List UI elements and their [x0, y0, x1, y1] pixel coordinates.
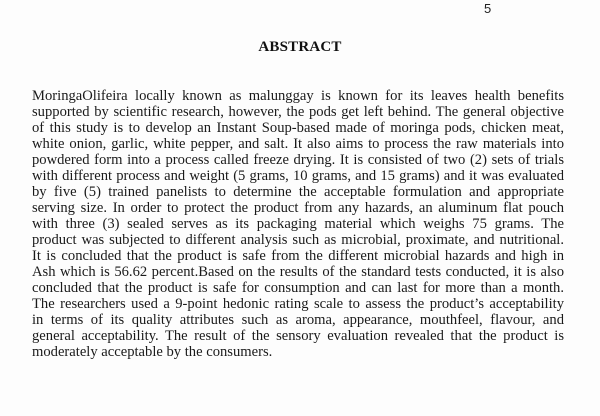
abstract-heading: ABSTRACT — [258, 39, 342, 55]
abstract-line: with three (3) sealed serves as its packaging material which weighs 75 grams. The — [32, 216, 564, 232]
abstract-line: It is concluded that the product is safe from the different microbial hazards and high in — [32, 248, 564, 264]
abstract-line: The researchers used a 9-point hedonic rating scale to assess the product’s acceptability — [32, 296, 564, 312]
abstract-line: by five (5) trained panelists to determine the acceptable formulation and appropriate — [32, 184, 564, 200]
abstract-line: concluded that the product is safe for consumption and can last for more than a month. — [32, 280, 564, 296]
abstract-line: serving size. In order to protect the product from any hazards, an aluminum flat pouch — [32, 200, 564, 216]
abstract-line: supported by scientific research, however, the pods get left behind. The general objective — [32, 104, 564, 120]
page-number: 5 — [484, 1, 492, 16]
abstract-line: with different process and weight (5 grams, 10 grams, and 15 grams) and it was evaluated — [32, 168, 564, 184]
abstract-line: white onion, garlic, white pepper, and salt. It also aims to process the raw materials into — [32, 136, 564, 152]
abstract-line: Ash which is 56.62 percent.Based on the results of the standard tests conducted, it is also — [32, 264, 564, 280]
abstract-paragraph — [32, 88, 564, 360]
abstract-line: powdered form into a process called freeze drying. It is consisted of two (2) sets of trials — [32, 152, 564, 168]
abstract-line: product was subjected to different analysis such as microbial, proximate, and nutritional. — [32, 232, 564, 248]
abstract-line: of this study is to develop an Instant Soup-based made of moringa pods, chicken meat, — [32, 120, 564, 136]
abstract-line: MoringaOlifeira locally known as malunggay is known for its leaves health benefits — [32, 88, 564, 104]
abstract-line: general acceptability. The result of the sensory evaluation revealed that the product is — [32, 328, 564, 344]
abstract-line: moderately acceptable by the consumers. — [32, 344, 273, 360]
abstract-line: in terms of its quality attributes such as aroma, appearance, mouthfeel, flavour, and — [32, 312, 564, 328]
